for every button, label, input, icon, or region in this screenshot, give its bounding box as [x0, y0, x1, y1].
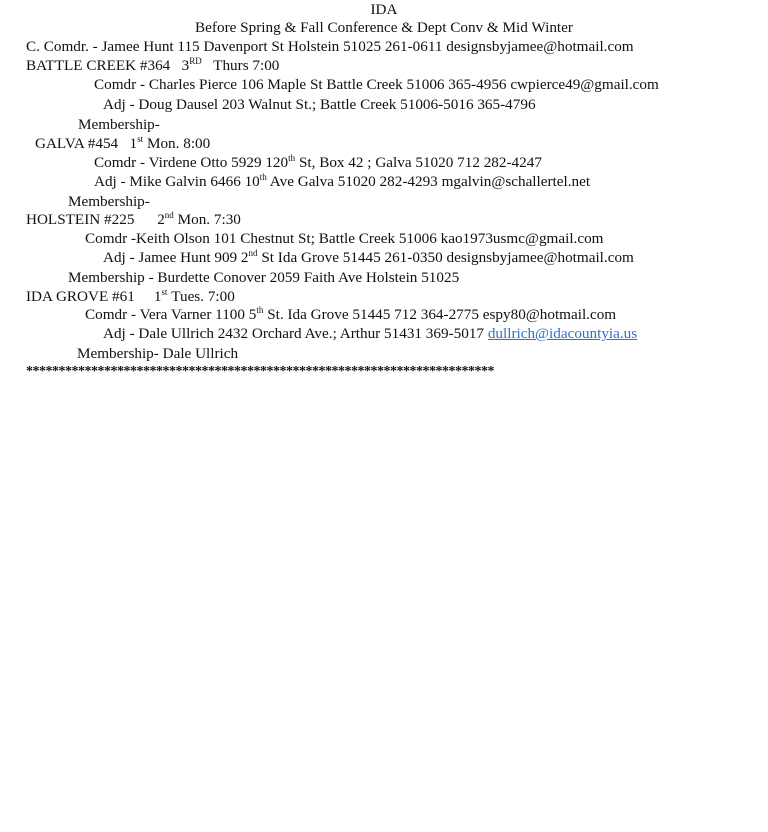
adjutant-text-end: Ave Galva 51020 282-4293 mgalvin@schallertel.net: [266, 173, 591, 190]
meeting-time: Mon. 8:00: [146, 135, 211, 152]
commander-line: [85, 305, 616, 324]
membership-line: Membership- Dale Ullrich: [77, 345, 239, 362]
post-name: HOLSTEIN #225: [26, 211, 135, 228]
post-heading-holstein: [26, 210, 241, 229]
post-name: BATTLE CREEK #364: [26, 57, 171, 74]
meeting-day-suffix: RD: [189, 56, 202, 66]
membership-line: Membership - Burdette Conover 2059 Faith Ave Holstein 51025: [68, 269, 460, 286]
ordinal-suffix: th: [256, 305, 264, 315]
membership-line: Membership-: [78, 116, 160, 133]
meeting-day-suffix: nd: [164, 210, 174, 220]
meeting-day-number: 3: [181, 57, 190, 74]
ordinal-suffix: th: [288, 153, 296, 163]
meeting-day-suffix: st: [161, 287, 168, 297]
post-heading-ida-grove: [26, 287, 235, 306]
post-name: IDA GROVE #61: [26, 288, 135, 305]
ordinal-suffix: nd: [248, 248, 258, 258]
commander-line: Comdr - Charles Pierce 106 Maple St Battle Creek 51006 365-4956 cwpierce49@gmail.com: [94, 76, 659, 93]
post-heading-battle-creek: [26, 56, 279, 75]
meeting-time: Mon. 7:30: [177, 211, 241, 228]
meeting-day-number: 1: [153, 288, 162, 305]
meeting-day-number: 2: [157, 211, 165, 228]
adjutant-line: Adj - Doug Dausel 203 Walnut St.; Battle Creek 51006-5016 365-4796: [103, 96, 536, 113]
ordinal-suffix: th: [259, 172, 267, 182]
commander-line: Comdr -Keith Olson 101 Chestnut St; Battle Creek 51006 kao1973usmc@gmail.com: [85, 230, 604, 247]
email-link[interactable]: dullrich@idacountyia.us: [487, 325, 638, 342]
adjutant-text-start: Adj - Dale Ullrich 2432 Orchard Ave.; Arthur 51431 369-5017: [103, 325, 488, 342]
adjutant-line: [94, 172, 590, 191]
commander-text-end: St. Ida Grove 51445 712 364-2775 espy80@hotmail.com: [263, 306, 617, 323]
asterisk-separator: ************************************************************************: [26, 364, 494, 379]
membership-line: Membership-: [68, 193, 150, 210]
commander-text-start: Comdr - Vera Varner 1100 5: [85, 306, 257, 323]
county-commander-line: C. Comdr. - Jamee Hunt 115 Davenport St Holstein 51025 261-0611 designsbyjamee@hotmail.com: [26, 38, 634, 55]
meeting-subtitle: Before Spring & Fall Conference & Dept Conv & Mid Winter: [195, 19, 573, 36]
meeting-time: Thurs 7:00: [213, 57, 280, 74]
adjutant-line: [103, 248, 634, 267]
meeting-day-number: 1: [129, 135, 138, 152]
adjutant-text-start: Adj - Mike Galvin 6466 10: [94, 173, 260, 190]
county-title: IDA: [370, 1, 398, 18]
post-name: GALVA #454: [35, 135, 119, 152]
commander-line: [94, 153, 542, 172]
adjutant-line: [103, 324, 637, 343]
meeting-time: Tues. 7:00: [171, 288, 235, 305]
commander-text-end: St, Box 42 ; Galva 51020 712 282-4247: [295, 154, 542, 171]
post-heading-galva: [35, 134, 210, 153]
adjutant-text-end: St Ida Grove 51445 261-0350 designsbyjamee@hotmail.com: [257, 249, 634, 266]
commander-text-start: Comdr - Virdene Otto 5929 120: [94, 154, 289, 171]
adjutant-text-start: Adj - Jamee Hunt 909 2: [103, 249, 249, 266]
meeting-day-suffix: st: [137, 134, 144, 144]
